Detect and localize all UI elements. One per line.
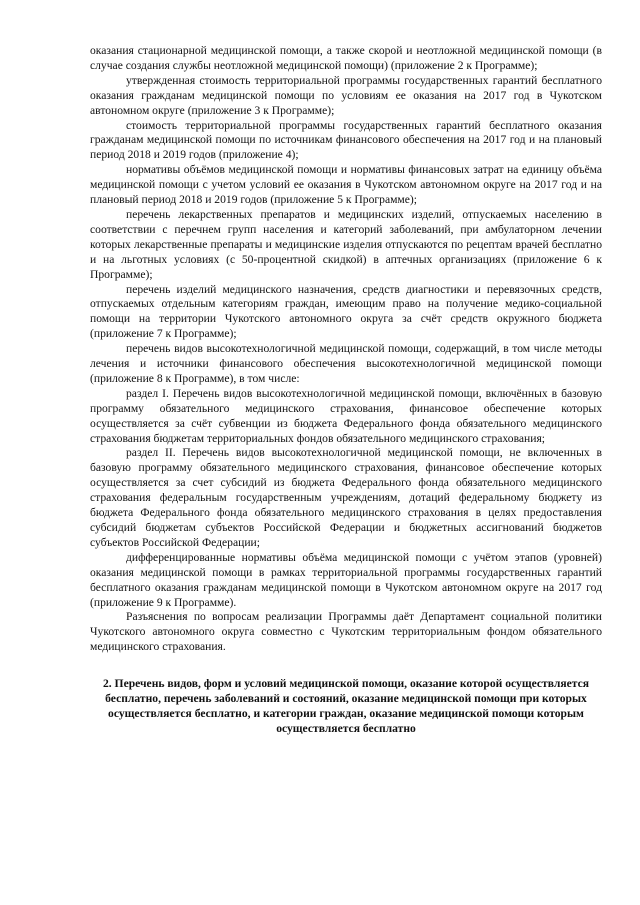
- paragraph-clarifications: Разъяснения по вопросам реализации Программы даёт Департамент социальной политики Чукотского автономного округа совместно с Чукотским территориальным фондом обязательного медицинского страхования.: [90, 610, 602, 654]
- paragraph-appendix-8: перечень видов высокотехнологичной медицинской помощи, содержащий, в том числе методы лечения и источники финансового обеспечения высокотехнологичной медицинской помощи (приложение 8 к Программе), в том числе:: [90, 342, 602, 385]
- paragraph-section-1: раздел I. Перечень видов высокотехнологичной медицинской помощи, включённых в базовую программу обязательного медицинского страхования, финансовое обеспечение которых осуществляется за счёт субвенции из бюджета Федерального фонда обязательного медицинского страхования бюджетам территориальных фондов обязательного медицинского страхования;: [90, 386, 602, 445]
- paragraph-appendix-4: стоимость территориальной программы государственных гарантий бесплатного оказания гражданам медицинской помощи по источникам финансового обеспечения на 2017 год и на плановый период 2018 и 2019 годов (приложение 4);: [90, 118, 602, 162]
- paragraph-appendix-9: дифференцированные нормативы объёма медицинской помощи с учётом этапов (уровней) оказания медицинской помощи в рамках территориальной программы государственных гарантий бесплатного оказания гражданам медицинской помощи в Чукотском автономном округе на 2017 год (приложение 9 к Программе).: [90, 550, 602, 609]
- section-heading: 2. Перечень видов, форм и условий медицинской помощи, оказание которой осуществляется бесплатно, перечень заболеваний и состояний, оказание медицинской помощи при которых осуществляется бесплатно, и категории граждан, оказание медицинской помощи которым осуществляется бесплатно: [102, 677, 590, 735]
- paragraph-section-2: раздел II. Перечень видов высокотехнологичной медицинской помощи, не включенных в базовую программу обязательного медицинского страхования, финансовое обеспечение которых осуществляется за счет субсидий из бюджета Федерального фонда обязательного медицинского страхования федеральным государственным учреждениям, дотаций федеральному бюджету из бюджета Федерального фонда обязательного медицинского страхования в целях предоставления субсидий бюджетам субъектов Российской Федерации и бюджетных ассигнований бюджетов субъектов Российской Федерации;: [90, 446, 602, 549]
- paragraph-appendix-6: перечень лекарственных препаратов и медицинских изделий, отпускаемых населению в соответствии с перечнем групп населения и категорий заболеваний, при амбулаторном лечении которых лекарственные препараты и медицинские изделия отпускаются по рецептам врачей бесплатно и на льготных условиях (с 50-процентной скидкой) в аптечных организациях (приложение 6 к Программе);: [90, 207, 602, 281]
- paragraph-appendix-3: утвержденная стоимость территориальной программы государственных гарантий бесплатного оказания гражданам медицинской помощи по условиям ее оказания на 2017 год в Чукотском автономном округе (приложение 3 к Программе);: [90, 73, 602, 117]
- paragraph-continuation: оказания стационарной медицинской помощи, а также скорой и неотложной медицинской помощи (в случае создания службы неотложной медицинской помощи) (приложение 2 к Программе);: [90, 44, 602, 72]
- paragraph-appendix-7: перечень изделий медицинского назначения, средств диагностики и перевязочных средств, отпускаемых отдельным категориям граждан, имеющим право на получение медико-социальной помощи на территории Чукотского автономного округа за счёт средств окружного бюджета (приложение 7 к Программе);: [90, 282, 602, 341]
- paragraph-appendix-5: нормативы объёмов медицинской помощи и нормативы финансовых затрат на единицу объёма медицинской помощи с учетом условий ее оказания в Чукотском автономном округе на 2017 год и на плановый период 2018 и 2019 годов (приложение 5 к Программе);: [90, 163, 602, 207]
- document-page: [90, 44, 602, 737]
